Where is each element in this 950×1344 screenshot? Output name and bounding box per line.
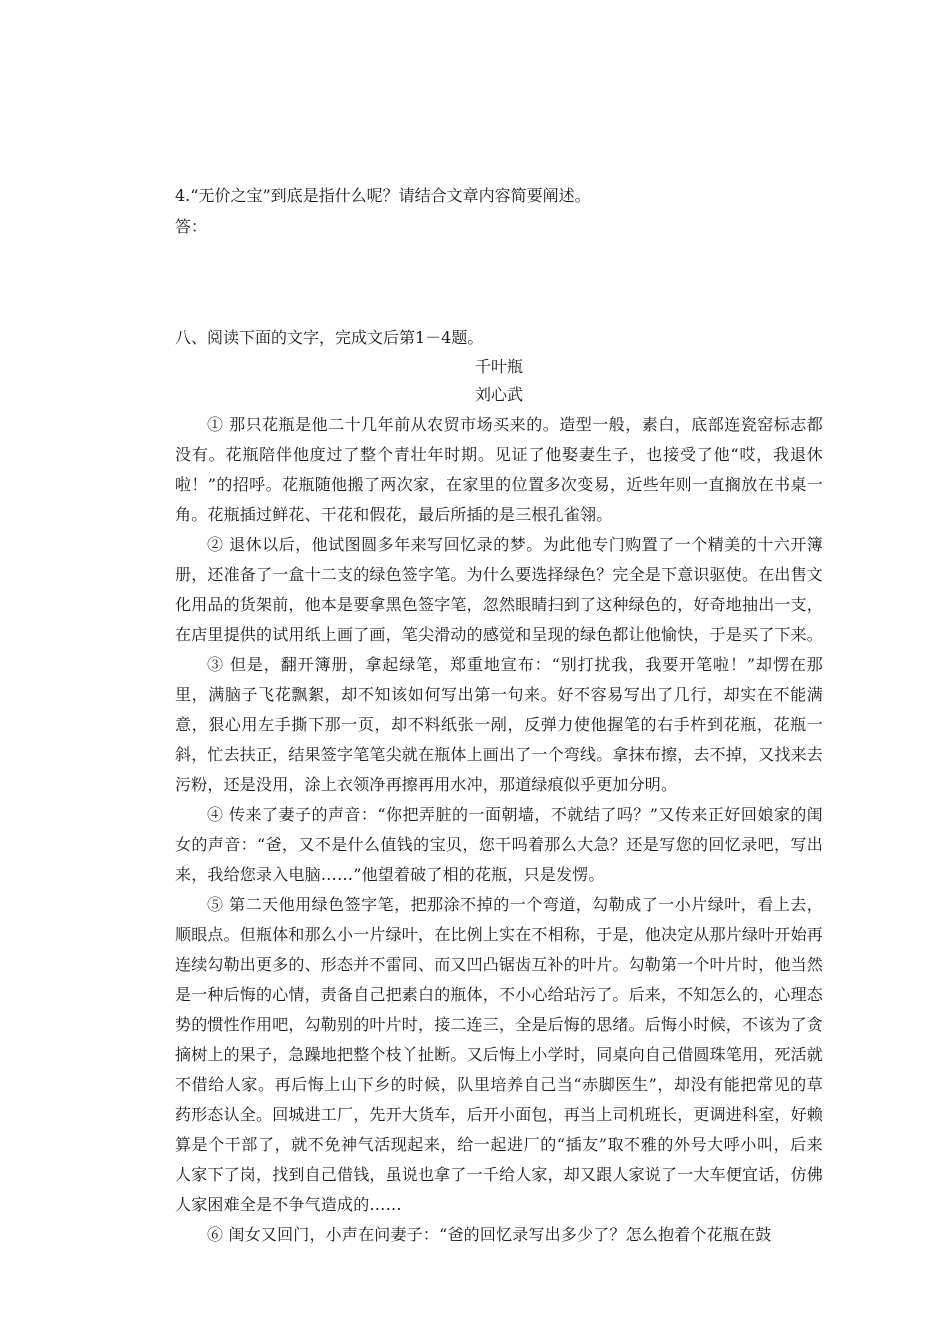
article-body [175, 410, 823, 1250]
paragraph-1: ① 那只花瓶是他二十几年前从农贸市场买来的。造型一般，素白，底部连瓷窑标志都没有。花瓶陪伴他度过了整个青壮年时期。见证了他娶妻生子，也接受了他“哎，我退休啦！”的招呼。花瓶随他搬了两次家，在家里的位置多次变易，近些年则一直搁放在书桌一角。花瓶插过鲜花、干花和假花，最后所插的是三根孔雀翎。 [175, 415, 823, 524]
question-4: 4.“无价之宝”到底是指什么呢？请结合文章内容简要阐述。 [175, 186, 591, 205]
paragraph-3: ③ 但是，翻开簿册，拿起绿笔，郑重地宣布：“别打扰我，我要开笔啦！”却愣在那里，满脑子飞花飘絮，却不知该如何写出第一句来。好不容易写出了几行，却实在不能满意，狠心用左手撕下那一页，却不料纸张一剐，反弹力使他握笔的右手杵到花瓶，花瓶一斜，忙去扶正，结果签字笔笔尖就在瓶体上画出了一个弯线。拿抹布擦，去不掉，又找来去污粉，还是没用，涂上衣领净再擦再用水冲，那道绿痕似乎更加分明。 [175, 655, 824, 794]
document-page [175, 0, 823, 1344]
article-author: 刘心武 [474, 385, 523, 404]
paragraph-2: ② 退休以后，他试图圆多年来写回忆录的梦。为此他专门购置了一个精美的十六开簿册，还准备了一盒十二支的绿色签字笔。为什么要选择绿色？完全是下意识驱使。在出售文化用品的货架前，他本是要拿黑色签字笔，忽然眼睛扫到了这种绿色的，好奇地抽出一支，在店里提供的试用纸上画了画，笔尖滑动的感觉和呈现的绿色都让他愉快，于是买了下来。 [175, 535, 824, 644]
paragraph-4: ④ 传来了妻子的声音：“你把弄脏的一面朝墙，不就结了吗？”又传来正好回娘家的闺女的声音：“爸，又不是什么值钱的宝贝，您干吗着那么大急？还是写您的回忆录吧，写出来，我给您录入电脑……”他望着破了相的花瓶，只是发愣。 [175, 805, 823, 884]
section-heading: 八、阅读下面的文字，完成文后第1－4题。 [175, 328, 484, 347]
answer-label: 答： [175, 217, 208, 236]
paragraph-5: ⑤ 第二天他用绿色签字笔，把那涂不掉的一个弯道，勾勒成了一小片绿叶，看上去，顺眼点。但瓶体和那么小一片绿叶，在比例上实在不相称，于是，他决定从那片绿叶开始再连续勾勒出更多的、形态并不雷同、而又凹凸锯齿互补的叶片。勾勒第一个叶片时，他当然是一种后悔的心情，责备自己把素白的瓶体，不小心给玷污了。后来，不知怎么的，心理态势的惯性作用吧，勾勒别的叶片时，接二连三，全是后悔的思绪。后悔小时候，不该为了贪摘树上的果子，急躁地把整个枝丫扯断。又后悔上小学时，同桌向自己借圆珠笔用，死活就不借给人家。再后悔上山下乡的时候，队里培养自己当“赤脚医生”，却没有能把常见的草药形态认全。回城进工厂，先开大货车，后开小面包，再当上司机班长，更调进科室，好赖算是个干部了，就不免神气活现起来，给一起进厂的“插友”取不雅的外号大呼小叫，后来人家下了岗，找到自己借钱，虽说也拿了一千给人家，却又跟人家说了一大车便宜话，仿佛人家困难全是不争气造成的…… [175, 895, 824, 1214]
article-title: 千叶瓶 [474, 357, 523, 376]
paragraph-6: ⑥ 闺女又回门，小声在问妻子：“爸的回忆录写出多少了？怎么抱着个花瓶在鼓 [207, 1225, 772, 1244]
